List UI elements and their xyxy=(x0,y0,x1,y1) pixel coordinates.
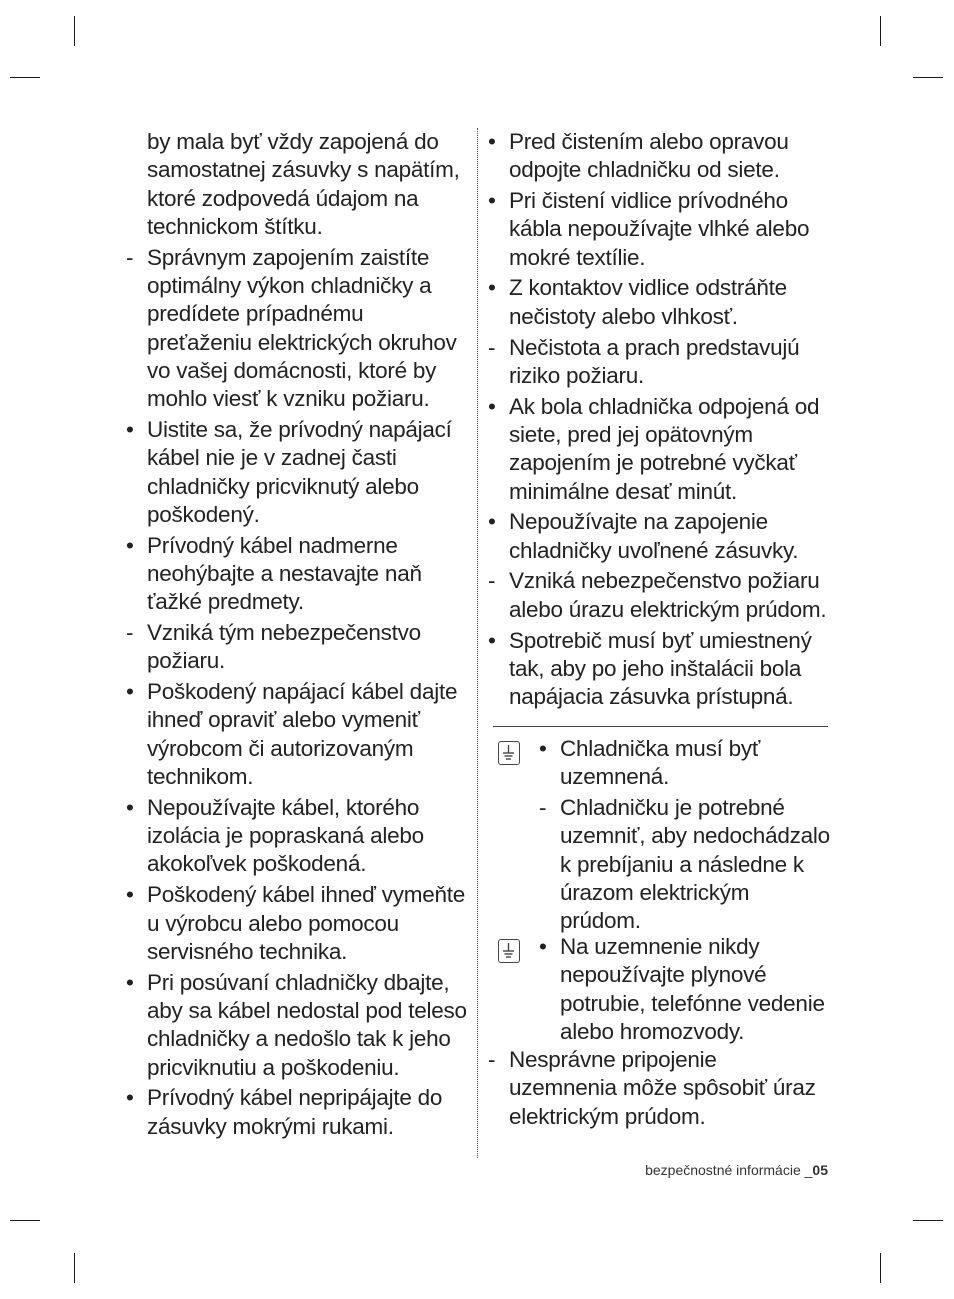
list-marker: - xyxy=(488,1047,496,1072)
list-item xyxy=(122,128,472,241)
crop-mark xyxy=(10,77,40,78)
list-marker: • xyxy=(126,882,134,908)
list-item xyxy=(484,627,830,712)
crop-mark xyxy=(74,1253,75,1283)
list-item xyxy=(535,933,830,1046)
list-item-text: Na uzemnenie nikdy nepoužívajte plynové potrubie, telefónne vedenie alebo hromozvody. xyxy=(560,934,825,1044)
list-item xyxy=(484,508,830,565)
list-item xyxy=(535,794,830,935)
list-item-text: Vzniká nebezpečenstvo požiaru alebo úrazu elektrickým prúdom. xyxy=(509,568,827,622)
crop-mark xyxy=(913,77,943,78)
list-marker: • xyxy=(488,627,496,653)
page-footer xyxy=(560,1162,828,1178)
list-item xyxy=(484,1046,830,1131)
list-marker: - xyxy=(539,795,547,821)
list-item xyxy=(122,794,472,879)
list-marker: - xyxy=(488,568,496,594)
page-number: 05 xyxy=(812,1162,828,1178)
list-item xyxy=(484,567,830,624)
list-item-text: Chladnička musí byť uzemnená. xyxy=(560,736,761,790)
list-marker: - xyxy=(488,334,496,360)
ground-icon xyxy=(498,741,520,765)
list-item xyxy=(535,735,830,792)
list-item-text: Vzniká tým nebezpečenstvo požiaru. xyxy=(147,620,421,674)
crop-mark xyxy=(880,16,881,46)
list-item xyxy=(122,244,472,414)
crop-mark xyxy=(880,1253,881,1283)
list-item xyxy=(484,334,830,391)
left-column xyxy=(122,128,472,1143)
crop-mark xyxy=(74,16,75,46)
list-marker: • xyxy=(539,934,547,959)
footer-section-title: bezpečnostné informácie _ xyxy=(645,1162,813,1178)
list-item-text: by mala byť vždy zapojená do samostatnej zásuvky s napätím, ktoré zodpovedá údajom na technickom štítku. xyxy=(147,129,460,239)
list-marker: • xyxy=(126,532,134,558)
ground-warning-text xyxy=(535,933,830,1049)
list-marker: - xyxy=(126,244,134,270)
crop-mark xyxy=(913,1220,943,1221)
list-item-text: Uistite sa, že prívodný napájací kábel nie je v zadnej časti chladničky pricviknutý alebo poškodený. xyxy=(147,416,452,527)
list-item xyxy=(122,619,472,676)
list-item xyxy=(484,274,830,331)
list-marker: • xyxy=(126,794,134,820)
list-marker: • xyxy=(126,679,134,705)
list-item xyxy=(484,393,830,506)
list-marker: • xyxy=(539,736,547,761)
list-item xyxy=(122,678,472,791)
list-item-text: Pred čistením alebo opravou odpojte chladničku od siete. xyxy=(509,129,789,183)
list-marker: • xyxy=(488,129,496,154)
list-marker: • xyxy=(488,188,496,214)
list-item-text: Prívodný kábel nadmerne neohýbajte a nestavajte naň ťažké predmety. xyxy=(147,532,422,615)
ground-warning-text xyxy=(535,735,830,938)
list-item-text: Nepoužívajte na zapojenie chladničky uvoľnené zásuvky. xyxy=(509,509,799,563)
ground-icon xyxy=(498,939,520,963)
list-item xyxy=(484,187,830,272)
list-marker: • xyxy=(488,393,496,419)
list-marker: • xyxy=(126,1085,134,1111)
list-item-text: Spotrebič musí byť umiestnený tak, aby po jeho inštalácii bola napájacia zásuvka prístupná. xyxy=(509,627,812,710)
list-item xyxy=(122,881,472,966)
list-item-text: Prívodný kábel nepripájajte do zásuvky mokrými rukami. xyxy=(147,1085,443,1139)
list-item xyxy=(122,969,472,1082)
list-item-text: Z kontaktov vidlice odstráňte nečistoty alebo vlhkosť. xyxy=(509,275,787,329)
list-item-text: Správnym zapojením zaistíte optimálny výkon chladničky a predídete prípadnému preťaženiu elektrických okruhov vo vašej domácnosti, ktoré by mohlo viesť k vzniku požiaru. xyxy=(147,244,457,412)
list-item-text: Chladničku je potrebné uzemniť, aby nedochádzalo k prebíjaniu a následne k úrazom elektrickým prúdom. xyxy=(560,795,830,934)
list-item-text: Poškodený napájací kábel dajte ihneď opraviť alebo vymeniť výrobcom či autorizovaným technikom. xyxy=(147,679,458,790)
list-item-text: Pri čistení vidlice prívodného kábla nepoužívajte vlhké alebo mokré textílie. xyxy=(509,188,810,270)
list-item xyxy=(122,1084,472,1141)
list-marker: - xyxy=(126,620,134,646)
list-marker: • xyxy=(126,416,134,442)
list-item xyxy=(484,128,830,185)
list-item-text: Ak bola chladnička odpojená od siete, pred jej opätovným zapojením je potrebné vyčkať minimálne desať minút. xyxy=(509,393,820,504)
right-column xyxy=(484,128,830,714)
list-item xyxy=(122,416,472,529)
crop-mark xyxy=(10,1220,40,1221)
list-item-text: Nesprávne pripojenie uzemnenia môže spôsobiť úraz elektrickým prúdom. xyxy=(509,1047,816,1129)
list-marker: • xyxy=(488,509,496,535)
list-item-text: Nečistota a prach predstavujú riziko požiaru. xyxy=(509,334,800,388)
column-divider xyxy=(477,128,478,1158)
list-item xyxy=(122,532,472,617)
list-item-text: Nepoužívajte kábel, ktorého izolácia je popraskaná alebo akokoľvek poškodená. xyxy=(147,794,424,877)
section-divider xyxy=(493,726,828,727)
closing-note xyxy=(484,1046,830,1133)
list-marker: • xyxy=(488,275,496,301)
list-item-text: Pri posúvaní chladničky dbajte, aby sa kábel nedostal pod teleso chladničky a nedošlo tak k jeho pricviknutiu a poškodeniu. xyxy=(147,969,467,1080)
list-marker: • xyxy=(126,969,134,995)
list-item-text: Poškodený kábel ihneď vymeňte u výrobcu alebo pomocou servisného technika. xyxy=(147,882,466,964)
